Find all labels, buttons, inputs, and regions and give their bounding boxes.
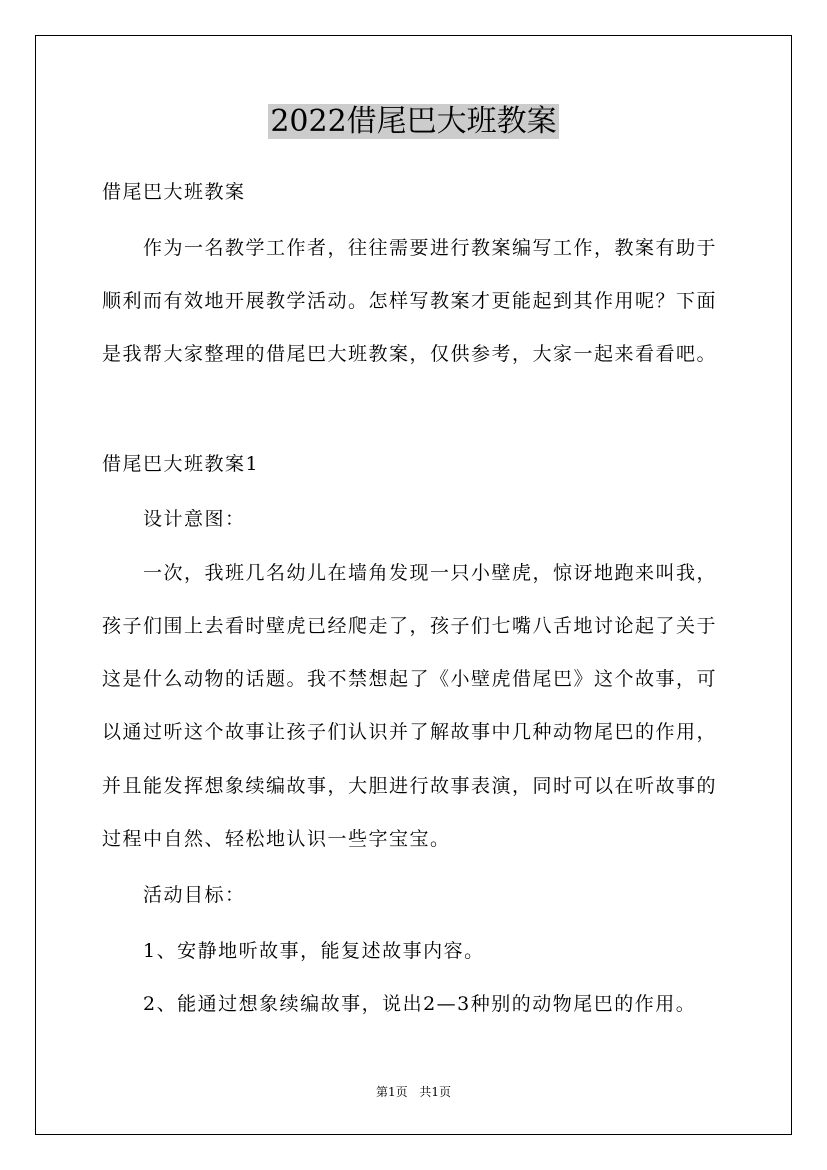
paragraph-line: 以通过听这个故事让孩子们认识并了解故事中几种动物尾巴的作用， bbox=[102, 721, 718, 743]
page-total: 共1页 bbox=[419, 1085, 452, 1099]
document-title bbox=[0, 102, 827, 142]
paragraph-line: 过程中自然、轻松地认识一些字宝宝。 bbox=[102, 828, 451, 850]
paragraph-line: 活动目标： bbox=[102, 884, 246, 906]
paragraph-line: 2、能通过想象续编故事，说出2—3种别的动物尾巴的作用。 bbox=[102, 993, 697, 1015]
paragraph-line: 1、安静地听故事，能复述故事内容。 bbox=[102, 940, 485, 962]
paragraph-line: 孩子们围上去看时壁虎已经爬走了，孩子们七嘴八舌地讨论起了关于 bbox=[102, 615, 718, 637]
paragraph-line: 作为一名教学工作者，往往需要进行教案编写工作，教案有助于 bbox=[102, 237, 718, 259]
paragraph-line: 这是什么动物的话题。我不禁想起了《小壁虎借尾巴》这个故事，可 bbox=[102, 668, 718, 690]
section-heading: 借尾巴大班教案 bbox=[102, 181, 246, 203]
paragraph-line: 一次，我班几名幼儿在墙角发现一只小壁虎，惊讶地跑来叫我， bbox=[102, 562, 718, 584]
page-number: 第1页 bbox=[375, 1085, 408, 1099]
paragraph-line: 顺利而有效地开展教学活动。怎样写教案才更能起到其作用呢？下面 bbox=[102, 290, 718, 312]
page-footer bbox=[0, 1084, 827, 1100]
paragraph-line: 是我帮大家整理的借尾巴大班教案，仅供参考，大家一起来看看吧。 bbox=[102, 343, 718, 365]
document-title-text: 2022借尾巴大班教案 bbox=[270, 104, 557, 139]
paragraph-line: 设计意图： bbox=[102, 508, 246, 530]
section-heading: 借尾巴大班教案1 bbox=[102, 453, 260, 475]
paragraph-line: 并且能发挥想象续编故事，大胆进行故事表演，同时可以在听故事的 bbox=[102, 775, 718, 797]
